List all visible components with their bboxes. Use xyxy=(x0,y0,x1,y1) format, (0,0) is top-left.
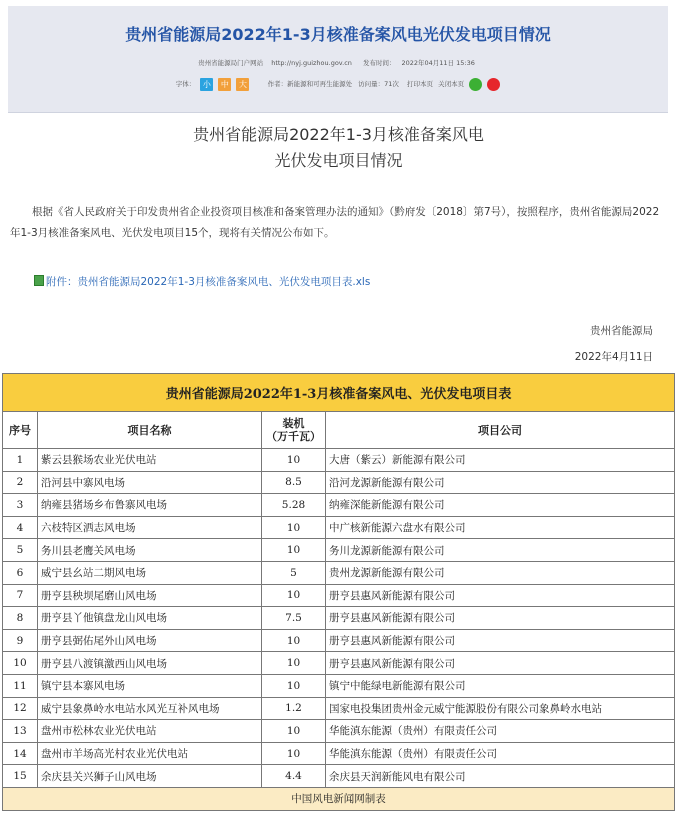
table-row xyxy=(3,697,675,720)
header-title: 贵州省能源局2022年1-3月核准备案风电光伏发电项目情况 xyxy=(125,25,551,44)
project-table xyxy=(2,373,674,811)
cell-project-name: 盘州市松林农业光伏电站 xyxy=(38,720,262,743)
attachment xyxy=(34,274,370,289)
table-row xyxy=(3,720,675,743)
cell-project-name: 六枝特区洒志风电场 xyxy=(38,516,262,539)
font-size-label: 字体： xyxy=(175,80,196,88)
table-row xyxy=(3,561,675,584)
source-site: 贵州省能源局门户网站 xyxy=(198,59,264,67)
cell-capacity: 10 xyxy=(262,720,326,743)
cell-capacity: 10 xyxy=(262,742,326,765)
cell-company: 务川龙源新能源有限公司 xyxy=(326,539,675,562)
cell-project-name: 镇宁县本寨风电场 xyxy=(38,674,262,697)
cell-capacity: 1.2 xyxy=(262,697,326,720)
table-footer: 中国风电新闻网制表 xyxy=(3,787,675,810)
table-row xyxy=(3,652,675,675)
cell-company: 册亨县惠风新能源有限公司 xyxy=(326,607,675,630)
cell-capacity: 8.5 xyxy=(262,471,326,494)
source-url[interactable]: http://nyj.guizhou.gov.cn xyxy=(271,59,352,67)
cell-capacity: 10 xyxy=(262,652,326,675)
attachment-link[interactable]: 贵州省能源局2022年1-3月核准备案风电、光伏发电项目表.xls xyxy=(77,276,371,288)
cell-project-name: 册亨县八渡镇激西山风电场 xyxy=(38,652,262,675)
cell-company: 余庆县天润新能风电有限公司 xyxy=(326,765,675,788)
table-row xyxy=(3,539,675,562)
cell-project-name: 威宁县幺站二期风电场 xyxy=(38,561,262,584)
font-small-button[interactable]: 小 xyxy=(200,78,213,91)
cell-no: 1 xyxy=(3,449,38,472)
cell-company: 华能滇东能源（贵州）有限责任公司 xyxy=(326,742,675,765)
cell-capacity: 5 xyxy=(262,561,326,584)
cell-capacity: 10 xyxy=(262,449,326,472)
table-row xyxy=(3,584,675,607)
print-link[interactable]: 打印本页 xyxy=(407,80,433,88)
header-capacity-line1: 装机 xyxy=(282,417,305,430)
cell-no: 3 xyxy=(3,494,38,517)
cell-capacity: 10 xyxy=(262,584,326,607)
publish-label: 发布时间： xyxy=(362,59,396,67)
cell-no: 12 xyxy=(3,697,38,720)
cell-project-name: 余庆县关兴狮子山风电场 xyxy=(38,765,262,788)
article-title-line1: 贵州省能源局2022年1-3月核准备案风电 xyxy=(193,125,484,144)
font-medium-button[interactable]: 中 xyxy=(218,78,231,91)
cell-no: 10 xyxy=(3,652,38,675)
table-row xyxy=(3,516,675,539)
cell-no: 13 xyxy=(3,720,38,743)
table-title: 贵州省能源局2022年1-3月核准备案风电、光伏发电项目表 xyxy=(3,374,675,412)
cell-company: 中广核新能源六盘水有限公司 xyxy=(326,516,675,539)
cell-company: 册亨县惠风新能源有限公司 xyxy=(326,652,675,675)
article-body: 根据《省人民政府关于印发贵州省企业投资项目核准和备案管理办法的通知》（黔府发〔2018〕第7号），按照程序，贵州省能源局2022年1-3月核准备案风电、光伏发电项目15个，现将有关情况公布如下。 xyxy=(10,206,660,239)
cell-no: 4 xyxy=(3,516,38,539)
cell-company: 纳雍深能新能源有限公司 xyxy=(326,494,675,517)
article-title-line2: 光伏发电项目情况 xyxy=(274,151,403,170)
cell-no: 6 xyxy=(3,561,38,584)
signature-date: 2022年4月11日 xyxy=(574,351,653,363)
cell-project-name: 沿河县中寨风电场 xyxy=(38,471,262,494)
header-capacity-line2: （万千瓦） xyxy=(266,430,321,443)
cell-company: 沿河龙源新能源有限公司 xyxy=(326,471,675,494)
author: 作者：新能源和可再生能源处 xyxy=(267,80,353,88)
cell-company: 华能滇东能源（贵州）有限责任公司 xyxy=(326,720,675,743)
cell-capacity: 10 xyxy=(262,674,326,697)
table-row xyxy=(3,449,675,472)
cell-company: 册亨县惠风新能源有限公司 xyxy=(326,584,675,607)
cell-project-name: 威宁县象鼻岭水电站水风光互补风电场 xyxy=(38,697,262,720)
table-row xyxy=(3,471,675,494)
header-no: 序号 xyxy=(3,412,38,449)
table-header-row xyxy=(3,412,675,449)
cell-no: 9 xyxy=(3,629,38,652)
cell-capacity: 10 xyxy=(262,516,326,539)
cell-no: 7 xyxy=(3,584,38,607)
cell-project-name: 册亨县秧坝尾磨山风电场 xyxy=(38,584,262,607)
cell-capacity: 4.4 xyxy=(262,765,326,788)
excel-file-icon xyxy=(34,275,44,286)
cell-company: 贵州龙源新能源有限公司 xyxy=(326,561,675,584)
table-row xyxy=(3,765,675,788)
cell-capacity: 5.28 xyxy=(262,494,326,517)
cell-no: 2 xyxy=(3,471,38,494)
cell-project-name: 盘州市羊场高光村农业光伏电站 xyxy=(38,742,262,765)
publish-time: 2022年04月11日 15:36 xyxy=(401,59,475,67)
cell-project-name: 纳雍县猪场乡布鲁寨风电场 xyxy=(38,494,262,517)
close-link[interactable]: 关闭本页 xyxy=(438,80,465,88)
cell-project-name: 务川县老鹰关风电场 xyxy=(38,539,262,562)
cell-project-name: 册亨县弼佑尾外山风电场 xyxy=(38,629,262,652)
table-row xyxy=(3,494,675,517)
table-row xyxy=(3,742,675,765)
header-project-name: 项目名称 xyxy=(38,412,262,449)
table-row xyxy=(3,629,675,652)
cell-no: 11 xyxy=(3,674,38,697)
cell-company: 镇宁中能绿电新能源有限公司 xyxy=(326,674,675,697)
table-row xyxy=(3,674,675,697)
weibo-share-icon[interactable] xyxy=(487,78,500,91)
cell-no: 15 xyxy=(3,765,38,788)
cell-company: 大唐（紫云）新能源有限公司 xyxy=(326,449,675,472)
cell-project-name: 紫云县猴场农业光伏电站 xyxy=(38,449,262,472)
cell-capacity: 7.5 xyxy=(262,607,326,630)
cell-capacity: 10 xyxy=(262,539,326,562)
article-tools xyxy=(8,76,668,92)
article-header xyxy=(8,6,668,113)
signature: 贵州省能源局 xyxy=(590,325,653,337)
cell-capacity: 10 xyxy=(262,629,326,652)
attachment-label: 附件： xyxy=(46,276,78,288)
cell-no: 14 xyxy=(3,742,38,765)
cell-no: 8 xyxy=(3,607,38,630)
header-capacity xyxy=(262,412,326,449)
cell-no: 5 xyxy=(3,539,38,562)
cell-company: 国家电投集团贵州金元威宁能源股份有限公司象鼻岭水电站 xyxy=(326,697,675,720)
table-row xyxy=(3,607,675,630)
cell-project-name: 册亨县丫他镇盘龙山风电场 xyxy=(38,607,262,630)
view-count: 访问量：71次 xyxy=(358,80,399,88)
font-large-button[interactable]: 大 xyxy=(236,78,249,91)
article-meta xyxy=(8,58,668,67)
cell-company: 册亨县惠风新能源有限公司 xyxy=(326,629,675,652)
wechat-share-icon[interactable] xyxy=(469,78,482,91)
header-company: 项目公司 xyxy=(326,412,675,449)
